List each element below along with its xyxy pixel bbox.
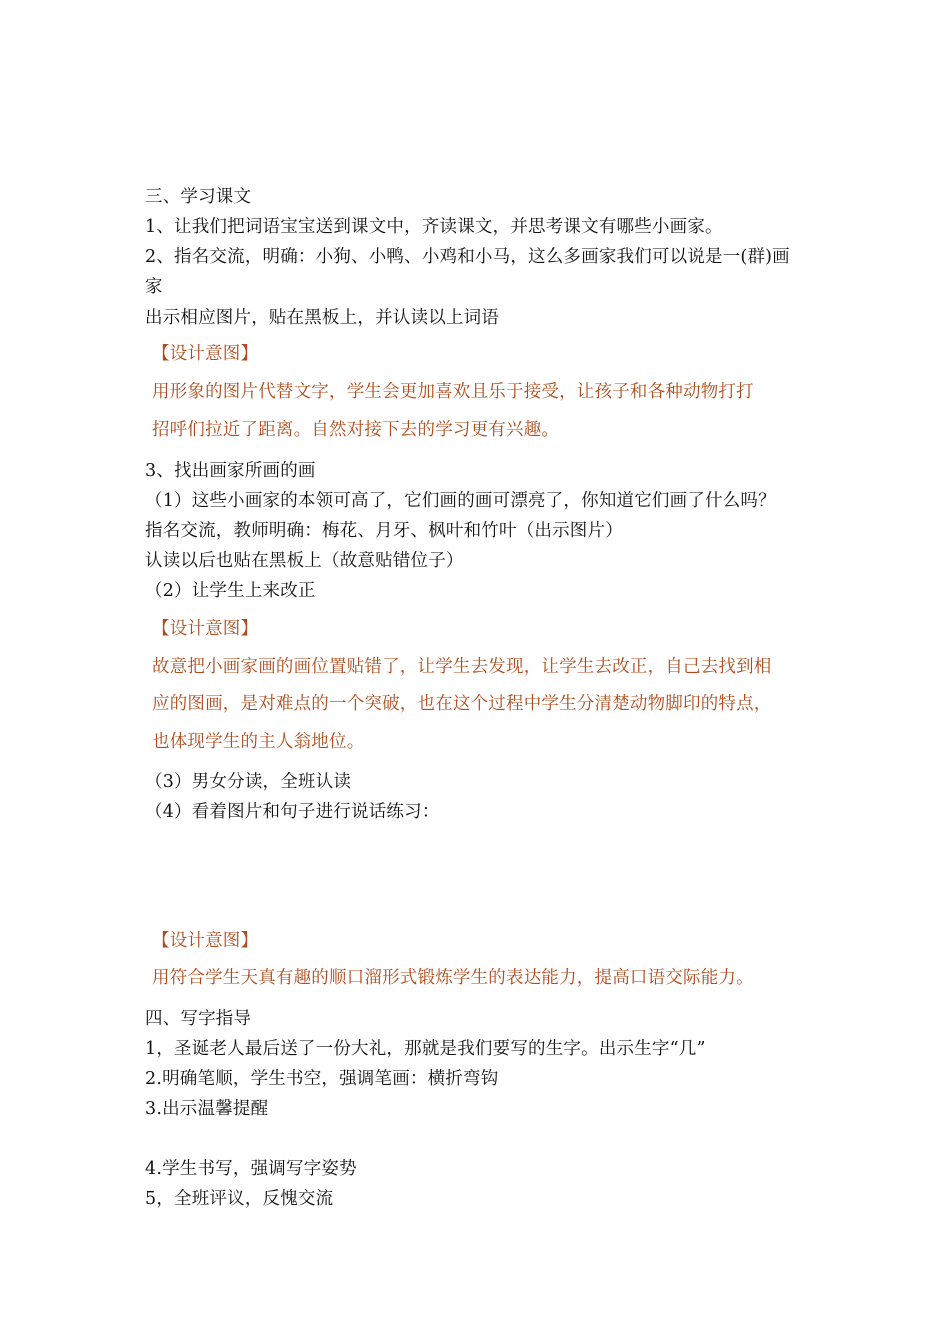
section3-item2-line2: 家 <box>145 277 163 297</box>
design-intent-text-3a: 用符合学生天真有趣的顺口溜形式锻炼学生的表达能力，提高口语交际能力。 <box>152 968 754 988</box>
design-intent-text-2c: 也体现学生的主人翁地位。 <box>152 732 365 752</box>
section3-item3-2: （2）让学生上来改正 <box>145 581 316 601</box>
design-intent-label-2: 【设计意图】 <box>152 619 259 639</box>
section3-item1: 1、让我们把词语宝宝送到课文中，齐读课文，并思考课文有哪些小画家。 <box>145 217 723 237</box>
design-intent-label-3: 【设计意图】 <box>152 931 259 951</box>
section4-item1: 1，圣诞老人最后送了一份大礼，那就是我们要写的生字。出示生字“几” <box>145 1039 706 1059</box>
section3-item3-4: （4）看着图片和句子进行说话练习： <box>145 802 440 822</box>
design-intent-text-1a: 用形象的图片代替文字，学生会更加喜欢且乐于接受，让孩子和各种动物打打 <box>152 382 754 402</box>
section3-item3-3: （3）男女分读，全班认读 <box>145 772 352 792</box>
section3-item2-line3: 出示相应图片，贴在黑板上，并认读以上词语 <box>145 308 499 328</box>
design-intent-text-1b: 招呼们拉近了距离。自然对接下去的学习更有兴趣。 <box>152 420 560 440</box>
design-intent-text-2a: 故意把小画家画的画位置贴错了，让学生去发现，让学生去改正，自己去找到相 <box>152 657 772 677</box>
section3-item3-1: （1）这些小画家的本领可高了，它们画的画可漂亮了，你知道它们画了什么吗？ <box>145 491 776 511</box>
design-intent-label-1: 【设计意图】 <box>152 344 259 364</box>
section4-item4: 4.学生书写，强调写字姿势 <box>145 1159 357 1179</box>
section3-item3-1b: 指名交流，教师明确：梅花、月牙、枫叶和竹叶（出示图片） <box>145 521 623 541</box>
section3-item2-line1: 2、指名交流，明确：小狗、小鸭、小鸡和小马，这么多画家我们可以说是一(群)画 <box>145 247 790 267</box>
section4-heading: 四、写字指导 <box>145 1009 252 1029</box>
section3-heading: 三、学习课文 <box>145 187 252 207</box>
section3-item3-1c: 认读以后也贴在黑板上（故意贴错位子） <box>145 551 464 571</box>
section4-item5: 5，全班评议，反愧交流 <box>145 1189 334 1209</box>
section3-item3-heading: 3、找出画家所画的画 <box>145 461 316 481</box>
section4-item2: 2.明确笔顺，学生书空，强调笔画：横折弯钩 <box>145 1069 499 1089</box>
design-intent-text-2b: 应的图画，是对难点的一个突破，也在这个过程中学生分清楚动物脚印的特点， <box>152 694 772 714</box>
section4-item3: 3.出示温馨提醒 <box>145 1099 269 1119</box>
